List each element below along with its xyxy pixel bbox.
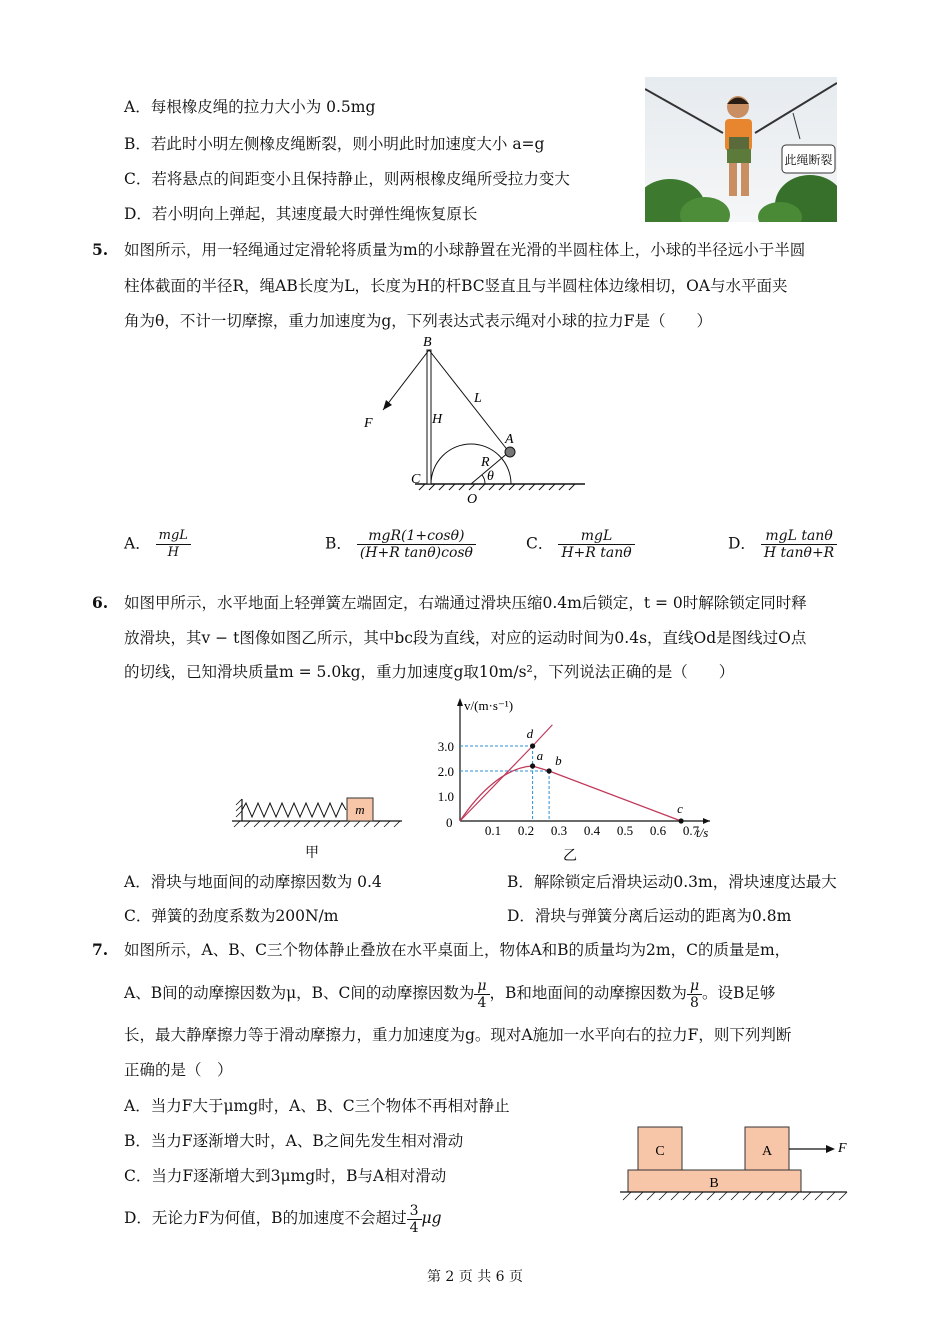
x-tick-label: 0.4 — [583, 823, 601, 838]
q6-option-d: D．滑块与弹簧分离后运动的距离为0.8m — [507, 907, 792, 925]
q6-chart — [420, 688, 730, 868]
q5-line-1: 如图所示，用一轻绳通过定滑轮将质量为m的小球静置在光滑的半圆柱体上，小球的半径远小于半圆 — [124, 241, 806, 259]
q5-label-l: L — [474, 391, 482, 406]
point-b — [547, 768, 552, 773]
point-d — [530, 743, 535, 748]
q5-label-f: F — [364, 416, 373, 431]
q5-line-2: 柱体截面的半径R，绳AB长度为L，长度为H的杆BC竖直且与半圆柱体边缘相切，OA与水平面夹 — [124, 277, 788, 295]
x-tick-label: 0.1 — [484, 823, 502, 838]
q5-label-h: H — [432, 412, 443, 427]
q5-option-b: B． $\frac{\text{mgR(1+cosθ)}}{\text{(H+R tanθ)cosθ}}$ — [325, 528, 476, 561]
q6-figure-jia — [230, 785, 410, 865]
point-label-c: c — [677, 801, 683, 816]
y-axis-arrow — [457, 698, 463, 706]
x-tick-label: 0.6 — [649, 823, 667, 838]
y-tick-label: 3.0 — [437, 739, 454, 754]
x-axis-arrow — [703, 818, 710, 824]
q7-force-label: F — [838, 1141, 847, 1156]
series-tangent-od — [460, 725, 552, 821]
q7-option-d: D．无论力F为何值，B的加速度不会超过 $\frac{3}{4}$ μg — [124, 1202, 442, 1236]
q5-option-a: A． $\frac{\text{mgL}}{H}$ — [124, 528, 191, 561]
q6-caption-jia: 甲 — [305, 846, 319, 861]
q6-option-a: A．滑块与地面间的动摩擦因数为 0.4 — [124, 873, 382, 891]
q5-label-r: R — [481, 455, 490, 470]
point-a — [530, 763, 535, 768]
origin-label: 0 — [446, 815, 453, 830]
q4-option-c: C．若将悬点的间距变小且保持静止，则两根橡皮绳所受拉力变大 — [124, 170, 570, 188]
q4-photo-label: 此绳断裂 — [784, 153, 833, 167]
q5-label-b: B — [423, 335, 432, 350]
q6-line-2: 放滑块，其v − t图像如图乙所示，其中bc段为直线，对应的运动时间为0.4s，直线Od是图线过O点 — [124, 629, 807, 647]
q7-line-4: 正确的是（ ） — [124, 1061, 233, 1079]
q6-line-1: 如图甲所示，水平地面上轻弹簧左端固定，右端通过滑块压缩0.4m后锁定，t = 0时解除锁定同时释 — [124, 594, 807, 612]
q7-block-c: C — [655, 1144, 665, 1159]
q4-option-a: A．每根橡皮绳的拉力大小为 0.5mg — [124, 98, 376, 116]
y-tick-label: 2.0 — [437, 764, 454, 779]
x-axis-label: t/s — [696, 825, 709, 840]
q5-label-o: O — [467, 492, 478, 507]
q7-block-b: B — [709, 1176, 719, 1191]
x-tick-label: 0.7 — [682, 823, 700, 838]
q5-option-d: D． $\frac{\text{mgL tanθ}}{\text{H tanθ+R}}$ — [728, 528, 837, 561]
point-label-d: d — [526, 726, 534, 741]
q6-caption-yi: 乙 — [563, 849, 577, 864]
q5-option-c: C． $\frac{\text{mgL}}{\text{H+R tanθ}}$ — [526, 528, 635, 561]
q7-option-b: B．当力F逐渐增大时，A、B之间先发生相对滑动 — [124, 1132, 464, 1150]
q7-line-1: 如图所示，A、B、C三个物体静止叠放在水平桌面上，物体A和B的质量均为2m，C的质量是m， — [124, 941, 791, 959]
q5-label-a: A — [505, 432, 514, 447]
q7-figure — [615, 1122, 855, 1212]
q5-number: 5. — [92, 240, 109, 259]
q6-option-c: C．弹簧的劲度系数为200N/m — [124, 907, 339, 925]
q7-number: 7. — [92, 940, 109, 959]
q4-option-b: B．若此时小明左侧橡皮绳断裂，则小明此时加速度大小 a=g — [124, 135, 545, 153]
q6-block-label: m — [355, 802, 365, 817]
y-axis-label: v/(m·s⁻¹) — [464, 698, 514, 713]
point-label-a: a — [536, 748, 544, 763]
q5-line-3: 角为θ，不计一切摩擦，重力加速度为g，下列表达式表示绳对小球的拉力F是（ ） — [124, 312, 713, 330]
q7-option-c: C．当力F逐渐增大到3μmg时，B与A相对滑动 — [124, 1167, 447, 1185]
y-tick-label: 1.0 — [437, 789, 454, 804]
point-c — [679, 818, 684, 823]
x-tick-label: 0.2 — [517, 823, 535, 838]
q5-figure — [355, 330, 595, 510]
q6-line-3: 的切线，已知滑块质量m = 5.0kg，重力加速度g取10m/s²，下列说法正确的是（ ） — [124, 663, 735, 681]
point-label-b: b — [555, 753, 562, 768]
q5-label-theta: θ — [487, 469, 494, 484]
q7-option-a: A．当力F大于μmg时，A、B、C三个物体不再相对静止 — [124, 1097, 510, 1115]
q6-number: 6. — [92, 593, 109, 612]
x-tick-label: 0.5 — [616, 823, 634, 838]
q7-block-a: A — [761, 1144, 773, 1159]
q7-line-2: A、B间的动摩擦因数为μ，B、C间的动摩擦因数为 $\frac{\mu}{4}$ ，B和地面间的动摩擦因数为 $\frac{\mu}{8}$ 。设B足够 — [124, 977, 776, 1011]
q4-option-d: D．若小明向上弹起，其速度最大时弹性绳恢复原长 — [124, 205, 478, 223]
series-vt-curve — [460, 766, 681, 821]
q6-option-b: B．解除锁定后滑块运动0.3m，滑块速度达最大 — [507, 873, 837, 891]
q4-photo — [645, 77, 837, 222]
x-tick-label: 0.3 — [550, 823, 568, 838]
q7-line-3: 长，最大静摩擦力等于滑动摩擦力，重力加速度为g。现对A施加一水平向右的拉力F，则下列判断 — [124, 1026, 792, 1044]
q5-label-c: C — [411, 472, 421, 487]
page-footer: 第 2 页 共 6 页 — [426, 1269, 524, 1285]
